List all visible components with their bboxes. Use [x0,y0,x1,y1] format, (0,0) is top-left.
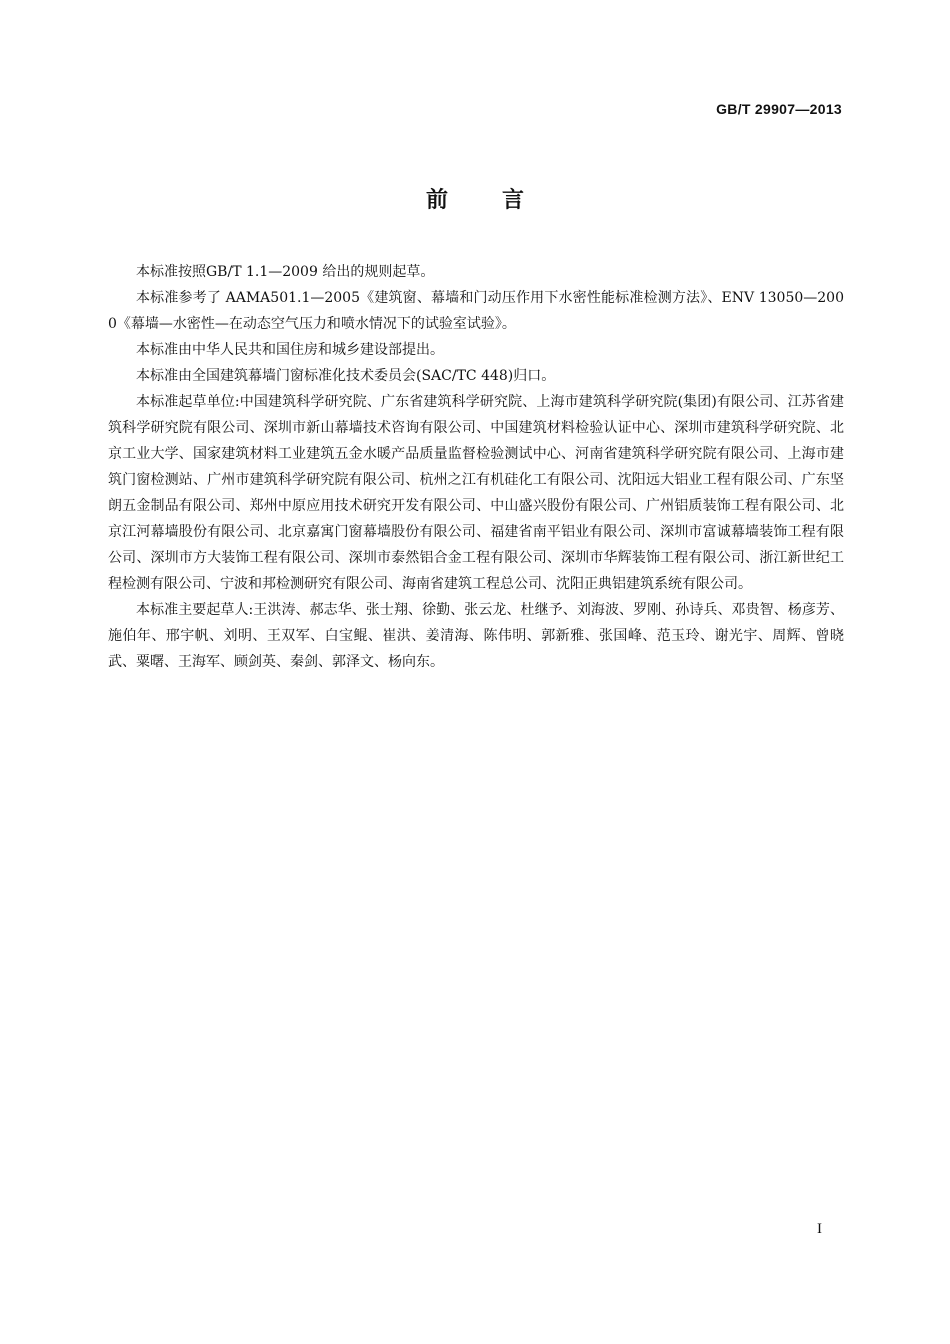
paragraph-drafters: 本标准主要起草人:王洪涛、郝志华、张士翔、徐勤、张云龙、杜继予、刘海波、罗刚、孙诗兵、邓贵智、杨彦芳、施伯年、邢宇帆、刘明、王双军、白宝鲲、崔洪、姜清海、陈伟明、郭新雅、张国峰、范玉玲、谢光宇、周辉、曾晓武、粟曙、王海军、顾剑英、秦剑、郭泽文、杨向东。 [108,602,844,670]
paragraph-drafting-units: 本标准起草单位:中国建筑科学研究院、广东省建筑科学研究院、上海市建筑科学研究院(集团)有限公司、江苏省建筑科学研究院有限公司、深圳市新山幕墙技术咨询有限公司、中国建筑材料检验认证中心、深圳市建筑科学研究院、北京工业大学、国家建筑材料工业建筑五金水暖产品质量监督检验测试中心、河南省建筑科学研究院有限公司、上海市建筑门窗检测站、广州市建筑科学研究院有限公司、杭州之江有机硅化工有限公司、沈阳远大铝业工程有限公司、广东坚朗五金制品有限公司、郑州中原应用技术研究开发有限公司、中山盛兴股份有限公司、广州铝质装饰工程有限公司、北京江河幕墙股份有限公司、北京嘉寓门窗幕墙股份有限公司、福建省南平铝业有限公司、深圳市富诚幕墙装饰工程有限公司、深圳市方大装饰工程有限公司、深圳市泰然铝合金工程有限公司、深圳市华辉装饰工程有限公司、浙江新世纪工程检测有限公司、宁波和邦检测研究有限公司、海南省建筑工程总公司、沈阳正典铝建筑系统有限公司。 [108,394,844,592]
document-body [108,259,844,675]
paragraph-references: 本标准参考了 AAMA501.1—2005《建筑窗、幕墙和门动压作用下水密性能标准检测方法》、ENV 13050—2000《幕墙—水密性—在动态空气压力和喷水情况下的试验室试验》。 [108,290,844,332]
page-number: I [817,1221,822,1237]
paragraph-committee: 本标准由全国建筑幕墙门窗标准化技术委员会(SAC/TC 448)归口。 [136,368,556,384]
paragraph-drafting-rules: 本标准按照GB/T 1.1—2009 给出的规则起草。 [136,264,435,280]
page-title: 前言 [425,188,578,213]
standard-code: GB/T 29907—2013 [716,101,842,117]
paragraph-proposer: 本标准由中华人民共和国住房和城乡建设部提出。 [136,342,444,358]
